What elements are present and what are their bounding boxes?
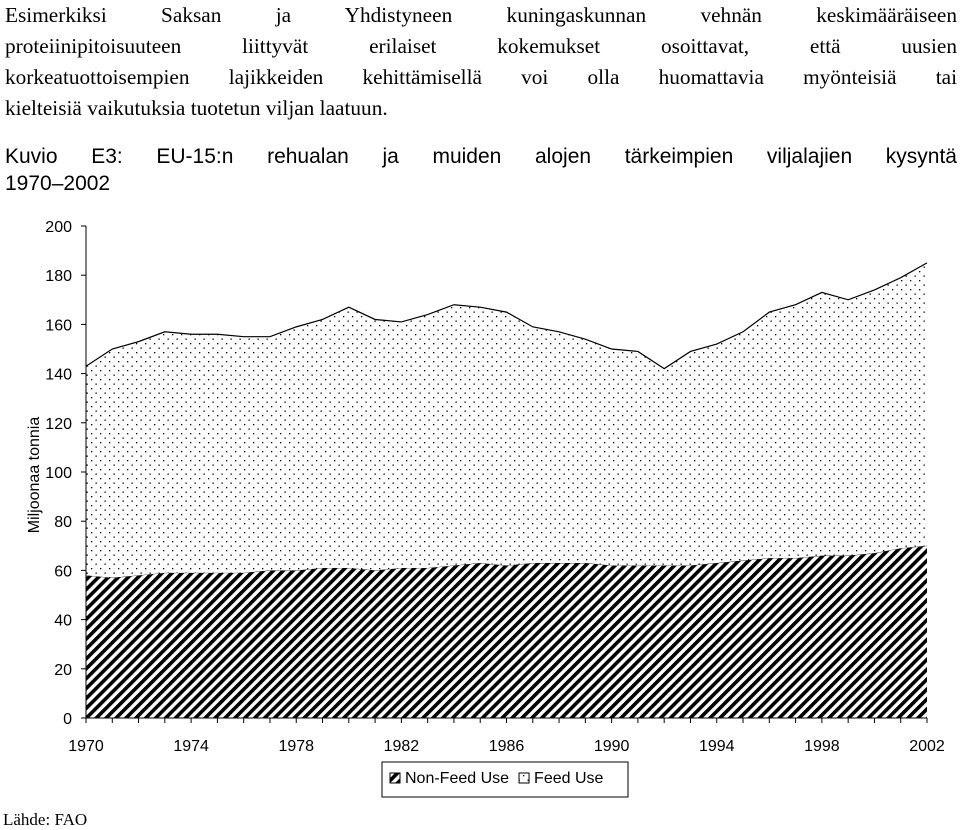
y-tick-label: 200 <box>45 219 72 236</box>
x-tick-label: 1970 <box>68 738 104 755</box>
x-tick-label: 1978 <box>278 738 315 755</box>
paragraph-line: proteiinipitoisuuteen liittyvät erilaiset kokemukset osoittavat, että uusien <box>5 34 957 58</box>
y-tick-label: 160 <box>45 317 72 335</box>
plot-area <box>86 263 927 718</box>
y-axis-label: Miljoonaa tonnia <box>26 416 43 534</box>
x-tick-label: 1986 <box>488 738 525 755</box>
figure-caption <box>5 143 957 197</box>
y-tick-label: 180 <box>45 268 72 286</box>
y-tick-label: 40 <box>54 612 72 630</box>
x-tick-label: 1994 <box>698 738 735 755</box>
x-tick-label: 1990 <box>593 738 630 755</box>
y-tick-label: 140 <box>45 366 72 384</box>
caption-line: Kuvio E3: EU-15:n rehualan ja muiden alojen tärkeimpien viljalajien kysyntä <box>5 145 957 168</box>
x-tick-label: 1982 <box>383 738 420 755</box>
paragraph-line: Esimerkiksi Saksan ja Yhdistyneen kuningaskunnan vehnän keskimääräiseen <box>5 3 957 27</box>
x-tick-label: 2002 <box>909 738 945 755</box>
y-tick-label: 0 <box>63 711 72 728</box>
legend-swatch-non-feed-use <box>390 773 400 783</box>
x-tick-label: 1998 <box>804 738 840 755</box>
legend-swatch-feed-use <box>519 773 529 783</box>
legend <box>382 762 628 797</box>
paragraph-line: kielteisiä vaikutuksia tuotetun viljan laatuun. <box>5 96 388 120</box>
y-tick-label: 20 <box>54 661 72 679</box>
legend-label-feed-use: Feed Use <box>534 770 604 787</box>
series-area-feed-use <box>86 263 927 578</box>
stacked-area-chart <box>0 200 960 810</box>
y-tick-label: 60 <box>54 563 72 581</box>
caption-line: 1970–2002 <box>5 172 111 195</box>
intro-paragraph <box>5 0 957 124</box>
paragraph-line: korkeatuottoisempien lajikkeiden kehittämisellä voi olla huomattavia myönteisiä tai <box>5 65 957 89</box>
y-tick-label: 80 <box>54 514 72 532</box>
legend-label-non-feed-use: Non-Feed Use <box>405 770 510 787</box>
y-tick-label: 120 <box>45 415 72 433</box>
source-note: Lähde: FAO <box>3 810 88 829</box>
x-tick-label: 1974 <box>173 738 209 755</box>
y-tick-label: 100 <box>45 465 72 482</box>
